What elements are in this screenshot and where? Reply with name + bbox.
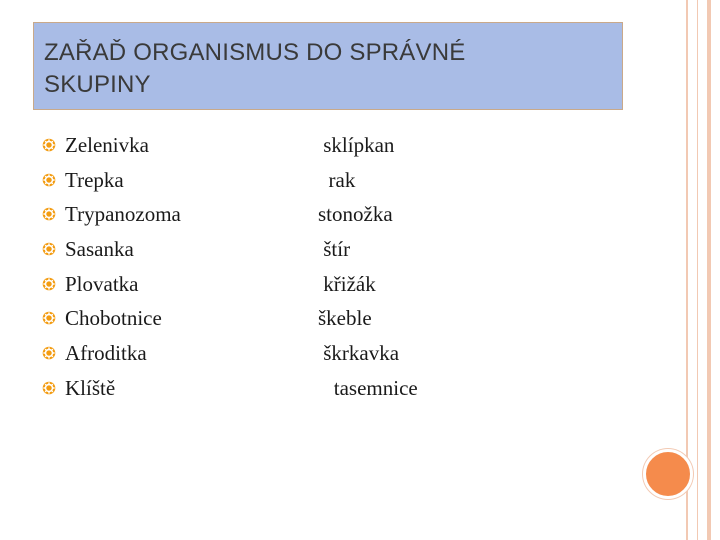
list-item-label: Zelenivka: [65, 133, 149, 157]
decorative-circle: [643, 449, 693, 499]
list-item: [42, 371, 181, 406]
slide-title: ZAŘAĎ ORGANISMUS DO SPRÁVNÉ SKUPINY: [44, 39, 466, 98]
gear-bullet-icon: [42, 311, 56, 325]
list-item: [42, 128, 181, 163]
list-item: rak: [318, 167, 356, 192]
list-item: křižák: [318, 271, 376, 296]
list-item-label: Trypanozoma: [65, 202, 181, 227]
list-item-label: Klíště: [65, 375, 116, 400]
decorative-rail: [707, 0, 711, 540]
gear-bullet-icon: [42, 381, 56, 395]
list-item: tasemnice: [318, 375, 418, 400]
list-item: [42, 336, 181, 371]
gear-bullet-icon: [42, 138, 56, 152]
list-item: sklípkan: [318, 133, 395, 157]
list-item: [42, 267, 181, 302]
organism-list-right: [318, 128, 418, 406]
list-item: [42, 197, 181, 232]
gear-bullet-icon: [42, 207, 56, 221]
list-item-label: Sasanka: [65, 237, 134, 262]
gear-bullet-icon: [42, 277, 56, 291]
list-item: škrkavka: [318, 341, 400, 366]
gear-bullet-icon: [42, 173, 56, 187]
gear-bullet-icon: [42, 242, 56, 256]
list-item: [42, 163, 181, 198]
list-item: štír: [318, 237, 351, 262]
gear-bullet-icon: [42, 346, 56, 360]
list-item: škeble: [318, 306, 372, 331]
list-item-label: Chobotnice: [65, 306, 162, 331]
list-item-label: Plovatka: [65, 271, 139, 296]
list-item: stonožka: [318, 202, 393, 227]
list-item: [42, 232, 181, 267]
list-item-label: Trepka: [65, 167, 124, 192]
organism-list-left: [42, 128, 181, 406]
title-box: [33, 22, 623, 110]
decorative-rail: [697, 0, 698, 540]
list-item: [42, 301, 181, 336]
list-item-label: Afroditka: [65, 341, 147, 366]
